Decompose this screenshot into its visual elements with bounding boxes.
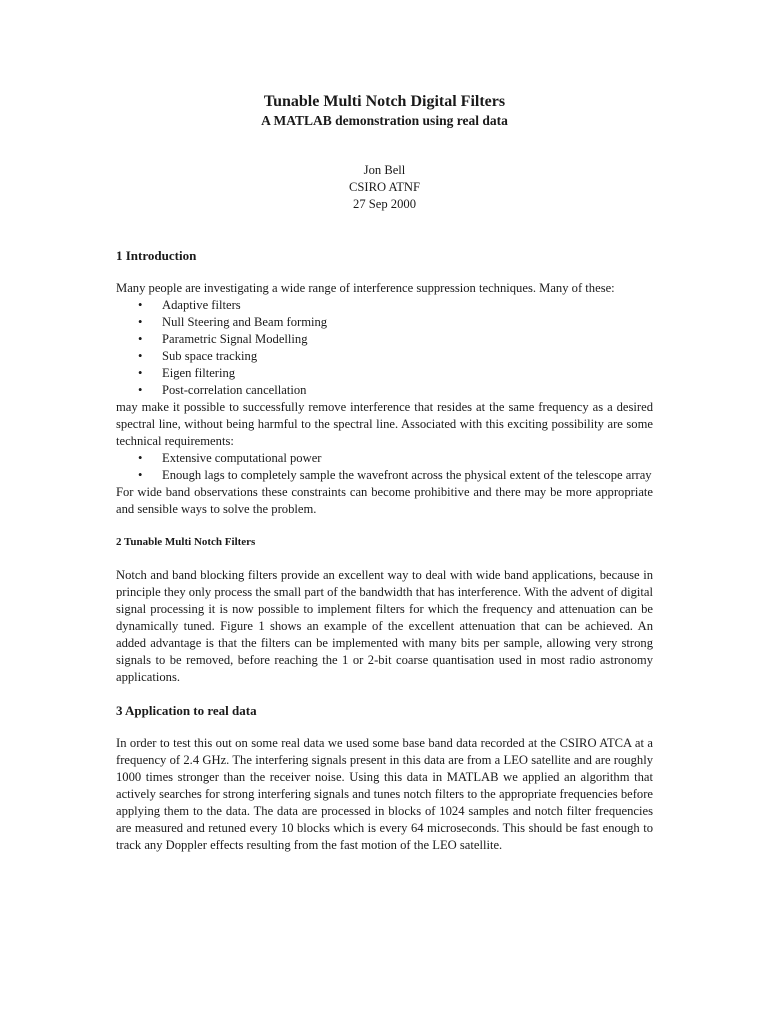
requirements-list (116, 450, 653, 484)
author-block (116, 162, 653, 213)
document-page (116, 92, 653, 854)
author-affiliation: CSIRO ATNF (348, 180, 421, 194)
intro-paragraph-1: Many people are investigating a wide range of interference suppression techniques. Many of these: (116, 281, 615, 295)
list-item: • Extensive computational power (138, 451, 322, 465)
list-item: • Post-correlation cancellation (138, 383, 307, 397)
list-item: • Sub space tracking (138, 349, 258, 363)
bullet-icon: • (138, 383, 143, 397)
intro-paragraph-3: For wide band observations these constraints can become prohibitive and there may be more appropriate and sensible ways to solve the problem. (116, 485, 653, 516)
section-heading-application: 3 Application to real data (116, 703, 257, 718)
document-title: Tunable Multi Notch Digital Filters (263, 93, 506, 110)
list-item: • Enough lags to completely sample the wavefront across the physical extent of the telescope array (138, 468, 652, 482)
notch-paragraph-1: Notch and band blocking filters provide an excellent way to deal with wide band applications, because in principle they only process the small part of the bandwidth that has interference. With the advent of digital signal processing it is now possible to implement filters for which the frequency and attenuation can be dynamically tuned. Figure 1 shows an example of the excellent attenuation that can be achieved. An added advantage is that the filters can be implemented with many bits per sample, allowing very strong signals to be removed, before reaching the 1 or 2-bit coarse quantisation used in most radio astronomy applications. (116, 568, 653, 684)
intro-paragraph-2: may make it possible to successfully remove interference that resides at the same frequency as a desired spectral line, without being harmful to the spectral line. Associated with this exciting possibility are some technical requirements: (116, 400, 653, 448)
document-date: 27 Sep 2000 (353, 197, 416, 211)
list-item: • Eigen filtering (138, 366, 236, 380)
bullet-icon: • (138, 451, 143, 465)
author-name: Jon Bell (363, 163, 406, 177)
section-heading-notch-filters: 2 Tunable Multi Notch Filters (116, 536, 256, 548)
document-subtitle: A MATLAB demonstration using real data (261, 113, 508, 128)
bullet-icon: • (138, 366, 143, 380)
techniques-list (116, 297, 653, 399)
list-item: • Parametric Signal Modelling (138, 332, 308, 346)
list-item: • Null Steering and Beam forming (138, 315, 328, 329)
list-item: • Adaptive filters (138, 298, 241, 312)
bullet-icon: • (138, 349, 143, 363)
bullet-icon: • (138, 468, 143, 482)
section-heading-introduction: 1 Introduction (116, 248, 197, 263)
bullet-icon: • (138, 315, 143, 329)
bullet-icon: • (138, 332, 143, 346)
bullet-icon: • (138, 298, 143, 312)
application-paragraph-1: In order to test this out on some real data we used some base band data recorded at the CSIRO ATCA at a frequency of 2.4 GHz. The interfering signals present in this data are from a LEO satellite and are roughly 1000 times stronger than the receiver noise. Using this data in MATLAB we applied an algorithm that actively searches for strong interfering signals and tunes notch filters to the appropriate frequencies before applying them to the data. The data are processed in blocks of 1024 samples and notch filter frequencies are measured and retuned every 10 blocks which is every 64 microseconds. This should be fast enough to track any Doppler effects resulting from the fast motion of the LEO satellite. (116, 736, 653, 852)
